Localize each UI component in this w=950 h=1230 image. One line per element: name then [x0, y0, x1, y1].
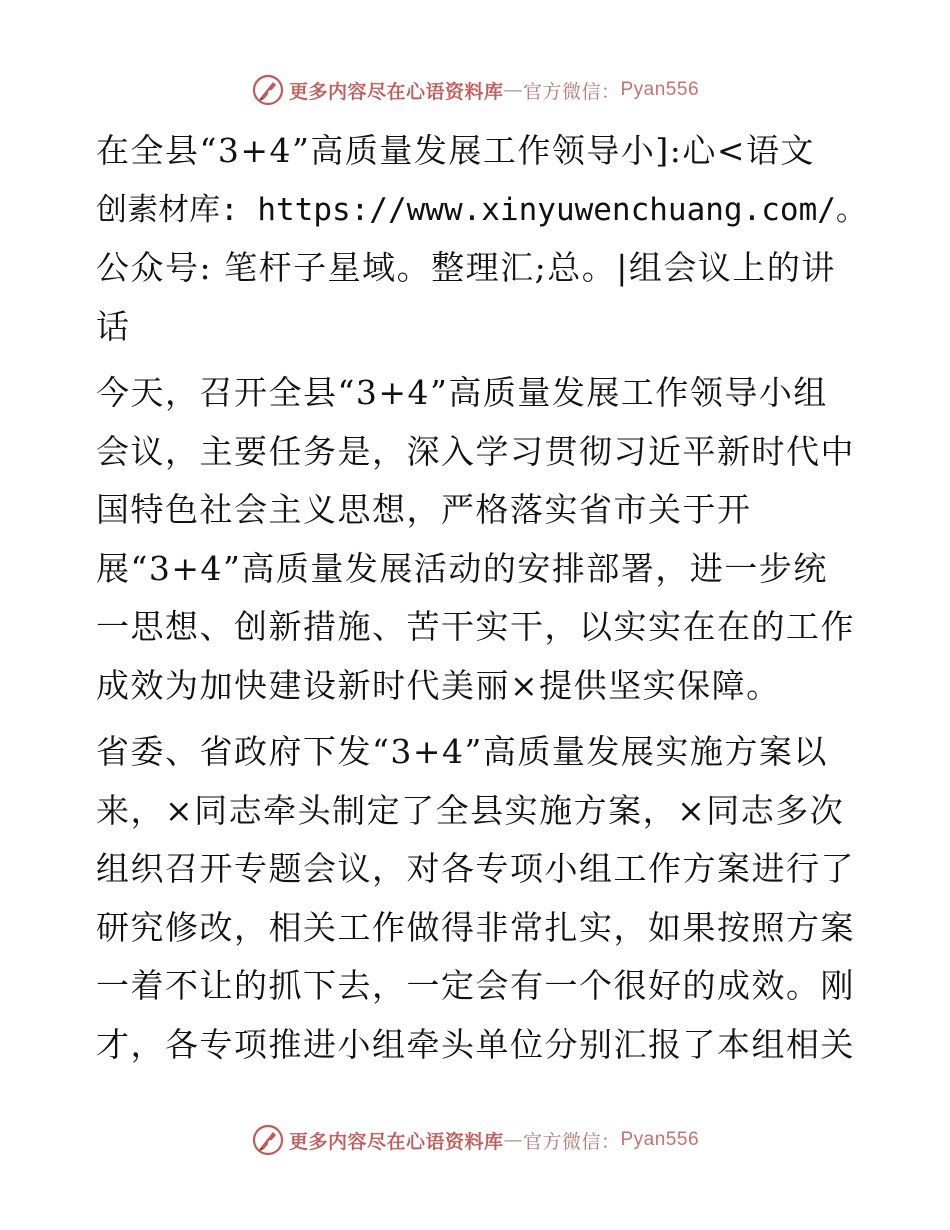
- banner-main-text: 更多内容尽在心语资料库: [288, 1130, 504, 1153]
- text-line: 一着不让的抓下去，一定会有一个很好的成效。刚: [96, 966, 855, 1005]
- text-line-url: 创素材库: https://www.xinyuwenchuang.com/。: [96, 191, 867, 228]
- banner-dash: —: [503, 79, 523, 101]
- footer-watermark-banner: [0, 1120, 950, 1160]
- banner-main-text: 更多内容尽在心语资料库: [288, 80, 504, 103]
- paragraph-title: [96, 122, 867, 356]
- text-line: 才，各专项推进小组牵头单位分别汇报了本组相关: [96, 1024, 855, 1064]
- text-line: 来，×同志牵头制定了全县实施方案，×同志多次: [96, 790, 845, 830]
- text-line: 公众号: 笔杆子星域。整理汇;总。|组会议上的讲: [96, 248, 836, 287]
- text-line: 今天，召开全县“3+4”高质量发展工作领导小组: [96, 373, 828, 412]
- text-line: 国特色社会主义思想，严格落实省市关于开: [96, 490, 752, 529]
- header-watermark-banner: [0, 70, 950, 110]
- paragraph-progress: [96, 723, 856, 1074]
- banner-dash: —: [503, 1129, 523, 1151]
- text-line: 研究修改，相关工作做得非常扎实，如果按照方案: [96, 907, 855, 947]
- banner-wechat-label: 官方微信：: [522, 1130, 621, 1153]
- paragraph-intro: [96, 364, 856, 715]
- text-line: 话: [96, 306, 131, 346]
- text-line: 展“3+4”高质量发展活动的安排部署，进一步统: [96, 548, 828, 588]
- text-line: 组织召开专题会议，对各专项小组工作方案进行了: [96, 849, 855, 888]
- text-line: 在全县“3+4”高质量发展工作领导小]:心<语文: [96, 131, 816, 170]
- pen-logo-icon: [251, 1123, 285, 1157]
- document-body: [96, 122, 867, 1082]
- text-line: 省委、省政府下发“3+4”高质量发展实施方案以: [96, 732, 828, 771]
- banner-wechat-id: Pyan556: [620, 79, 700, 100]
- banner-wechat-id: Pyan556: [620, 1129, 700, 1150]
- banner-wechat-label: 官方微信：: [522, 80, 621, 103]
- text-line: 会议，主要任务是，深入学习贯彻习近平新时代中: [96, 431, 855, 471]
- text-line: 成效为加快建设新时代美丽×提供坚实保障。: [96, 665, 781, 705]
- pen-logo-icon: [251, 73, 285, 107]
- text-line: 一思想、创新措施、苦干实干，以实实在在的工作: [96, 607, 855, 646]
